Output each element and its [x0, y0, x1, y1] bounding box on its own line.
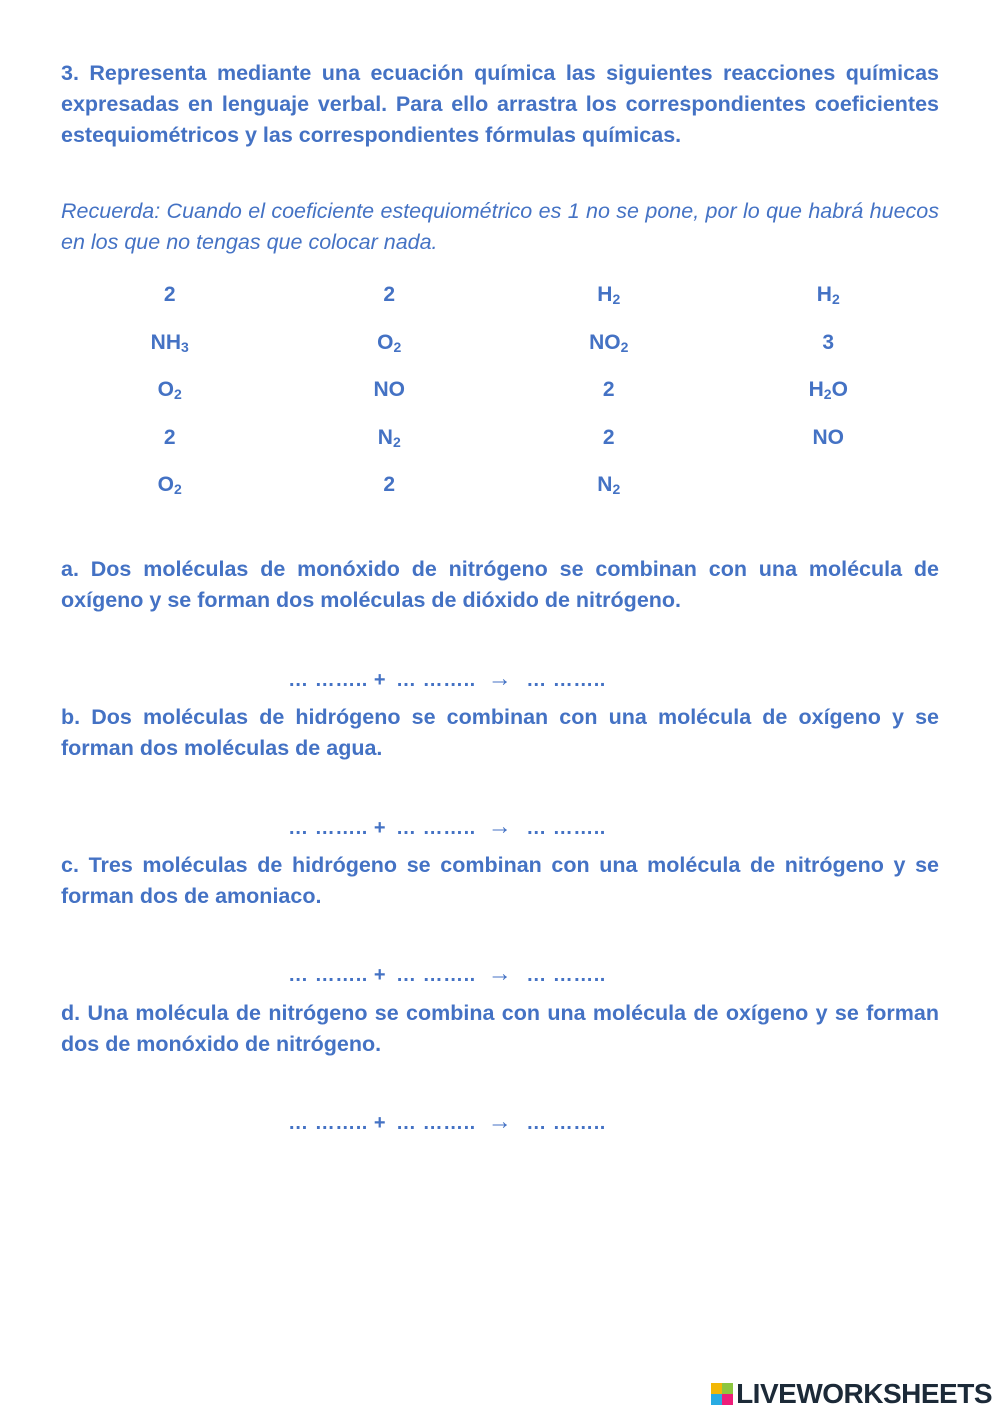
tile-subscript: 2 [831, 291, 840, 307]
tile-tail: O [831, 378, 848, 401]
liveworksheets-logo [711, 1376, 992, 1412]
tile-base: H [808, 378, 824, 401]
drop-slot-coefficient[interactable]: … [526, 669, 547, 691]
equation-b [276, 790, 606, 841]
tile-base: 3 [822, 330, 835, 354]
tile-subscript: 2 [174, 481, 182, 497]
tile-base: 2 [602, 425, 615, 449]
drag-tile[interactable] [280, 278, 500, 326]
tile-base: NO [812, 425, 844, 449]
tile-base: 2 [163, 425, 176, 449]
logo-square [722, 1394, 733, 1405]
plus-sign: + [373, 669, 386, 691]
equation-a [276, 642, 606, 693]
drop-slot-formula[interactable]: …….. [552, 964, 606, 986]
drop-slot-formula[interactable]: …….. [314, 817, 368, 839]
drop-slot-coefficient[interactable]: … [396, 817, 417, 839]
reaction-arrow-icon: → [487, 1108, 513, 1135]
tile-base: NO [589, 330, 621, 354]
logo-text: LIVEWORKSHEETS [736, 1378, 992, 1409]
drag-tile[interactable] [499, 278, 719, 326]
drag-tile[interactable] [719, 373, 939, 421]
note-text: Recuerda: Cuando el coeficiente estequiométrico es 1 no se pone, por lo que habrá huecos en los que no tengas que colocar nada. [61, 199, 939, 254]
drag-tile[interactable] [280, 373, 500, 421]
tile-subscript: 3 [181, 338, 189, 355]
tile-base: NH [150, 330, 182, 354]
logo-square [711, 1394, 722, 1405]
tile-subscript: 2 [393, 338, 402, 355]
tile-subscript: 2 [174, 386, 182, 402]
tile-base: 2 [163, 283, 176, 306]
drag-tile-bank [60, 278, 938, 516]
drag-tile[interactable] [499, 468, 719, 516]
question-c: c. Tres moléculas de hidrógeno se combinan con una molécula de nitrógeno y se forman dos de amoniaco. [61, 853, 939, 908]
equation-c [276, 937, 606, 988]
plus-sign: + [373, 817, 386, 839]
question-b: b. Dos moléculas de hidrógeno se combinan con una molécula de oxígeno y se forman dos moléculas de agua. [61, 705, 939, 760]
drag-tile[interactable] [499, 326, 719, 374]
drop-slot-formula[interactable]: …….. [422, 964, 476, 986]
drop-slot-formula[interactable]: …….. [422, 817, 476, 839]
drag-tile[interactable] [499, 421, 719, 469]
drag-tile[interactable] [60, 278, 280, 326]
drop-slot-formula[interactable]: …….. [552, 817, 606, 839]
drop-slot-coefficient[interactable]: … [396, 1112, 417, 1134]
drag-tile[interactable] [280, 421, 500, 469]
tile-base: 2 [602, 378, 615, 401]
drop-slot-formula[interactable]: …….. [552, 669, 606, 691]
drag-tile[interactable] [60, 468, 280, 516]
drop-slot-coefficient[interactable]: … [288, 964, 309, 986]
reaction-arrow-icon: → [487, 813, 513, 840]
tile-subscript: 2 [823, 386, 832, 402]
drop-slot-coefficient[interactable]: … [526, 964, 547, 986]
tile-subscript: 2 [612, 481, 621, 497]
drop-slot-coefficient[interactable]: … [526, 817, 547, 839]
drop-slot-coefficient[interactable]: … [526, 1112, 547, 1134]
tile-base: N [597, 473, 613, 496]
question-d: d. Una molécula de nitrógeno se combina con una molécula de oxígeno y se forman dos de monóxido de nitrógeno. [61, 1001, 939, 1056]
tile-base: H [816, 283, 832, 306]
drop-slot-coefficient[interactable]: … [288, 1112, 309, 1134]
tile-base: 2 [383, 283, 396, 306]
tile-base: H [597, 283, 613, 306]
drag-tile[interactable] [499, 373, 719, 421]
tile-base: O [377, 330, 394, 354]
reaction-arrow-icon: → [487, 665, 513, 692]
drop-slot-coefficient[interactable]: … [396, 669, 417, 691]
tile-base: NO [373, 378, 405, 401]
tile-base: N [377, 425, 393, 449]
equation-d [276, 1085, 606, 1136]
drop-slot-formula[interactable]: …….. [314, 964, 368, 986]
instructions-text: 3. Representa mediante una ecuación química las siguientes reacciones químicas expresadas en lenguaje verbal. Para ello arrastra los correspondientes coeficientes estequiométricos y las correspondientes fórmulas químicas. [61, 61, 939, 147]
logo-mark-icon [711, 1383, 733, 1405]
drop-slot-coefficient[interactable]: … [396, 964, 417, 986]
question-a: a. Dos moléculas de monóxido de nitrógeno se combinan con una molécula de oxígeno y se forman dos moléculas de dióxido de nitrógeno. [61, 557, 939, 612]
drop-slot-coefficient[interactable]: … [288, 669, 309, 691]
drop-slot-formula[interactable]: …….. [422, 669, 476, 691]
tile-base: O [157, 378, 175, 401]
logo-square [711, 1383, 722, 1394]
tile-subscript: 2 [620, 338, 629, 355]
drag-tile[interactable] [280, 468, 500, 516]
tile-subscript: 2 [392, 433, 401, 450]
tile-base: 2 [383, 473, 396, 496]
drop-slot-formula[interactable]: …….. [422, 1112, 476, 1134]
logo-square [722, 1383, 733, 1394]
drag-tile[interactable] [60, 326, 280, 374]
drop-slot-formula[interactable]: …….. [314, 1112, 368, 1134]
drag-tile[interactable] [60, 373, 280, 421]
drop-slot-formula[interactable]: …….. [314, 669, 368, 691]
drag-tile[interactable] [719, 326, 939, 374]
tile-base: O [157, 473, 175, 496]
drag-tile[interactable] [60, 421, 280, 469]
plus-sign: + [373, 964, 386, 986]
drop-slot-formula[interactable]: …….. [552, 1112, 606, 1134]
drag-tile[interactable] [280, 326, 500, 374]
drag-tile[interactable] [719, 278, 939, 326]
reaction-arrow-icon: → [487, 960, 513, 987]
drop-slot-coefficient[interactable]: … [288, 817, 309, 839]
drag-tile[interactable] [719, 421, 939, 469]
tile-subscript: 2 [612, 291, 621, 307]
plus-sign: + [373, 1112, 386, 1134]
